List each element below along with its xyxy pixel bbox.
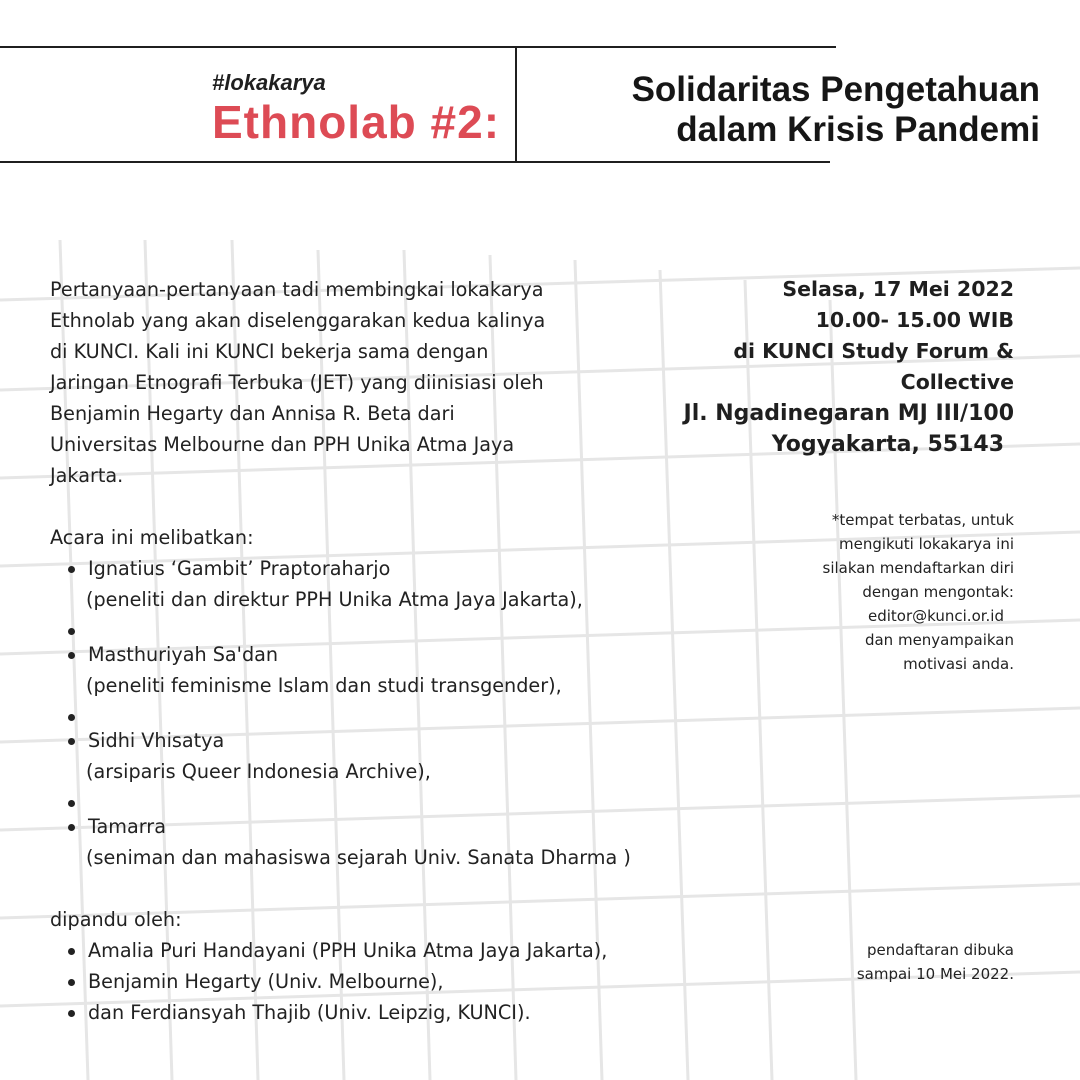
speakers-list [50,553,630,873]
event-date: Selasa, 17 Mei 2022 [782,277,1014,301]
title-line: dalam Krisis Pandemi [676,110,1040,149]
speaker-name: Masthuriyah Sa'dan [88,643,279,666]
body-text [50,274,630,1028]
event-venue: Collective [900,370,1014,394]
speaker-role: (seniman dan mahasiswa sejarah Univ. Sanata Dharma ) [86,846,631,869]
speaker-item [50,553,630,615]
event-venue: di KUNCI Study Forum & [733,339,1014,363]
note-line: mengikuti lokakarya ini [838,535,1014,553]
speaker-role: (arsiparis Queer Indonesia Archive), [86,760,431,783]
moderators-heading: dipandu oleh: [50,908,182,931]
header-bottom-rule [0,161,830,163]
registration-note [823,508,1014,676]
intro-line: Ethnolab yang akan diselenggarakan kedua kalinya [50,309,546,332]
intro-line: Pertanyaan-pertanyaan tadi membingkai lokakarya [50,278,544,301]
title-line: Solidaritas Pengetahuan [631,70,1040,109]
deadline-line: sampai 10 Mei 2022. [856,965,1014,983]
speaker-item [50,639,630,701]
speaker-name: Tamarra [88,815,166,838]
moderator-item: dan Ferdiansyah Thajib (Univ. Leipzig, KUNCI). [50,997,630,1028]
event-city: Yogyakarta, 55143 [771,432,1004,457]
event-time: 10.00- 15.00 WIB [815,308,1014,332]
hashtag-label: #lokakarya [212,70,326,95]
intro-line: Jakarta. [50,464,124,487]
speaker-role: (peneliti dan direktur PPH Unika Atma Jaya Jakarta), [86,588,583,611]
intro-line: Universitas Melbourne dan PPH Unika Atma Jaya [50,433,515,456]
moderator-item: Benjamin Hegarty (Univ. Melbourne), [50,966,630,997]
note-line: *tempat terbatas, untuk [831,511,1014,529]
intro-line: di KUNCI. Kali ini KUNCI bekerja sama dengan [50,340,489,363]
registration-deadline [857,938,1014,986]
header-top-rule [0,46,836,48]
note-line: dengan mengontak: [862,583,1014,601]
note-line: motivasi anda. [903,655,1014,673]
header-divider [515,47,517,161]
moderators-list [50,935,630,1028]
event-address: Jl. Ngadinegaran MJ III/100 [683,401,1014,426]
speaker-item [50,811,630,873]
intro-line: Benjamin Hegarty dan Annisa R. Beta dari [50,402,455,425]
deadline-line: pendaftaran dibuka [866,941,1014,959]
contact-email: editor@kunci.or.id [868,607,1004,625]
intro-paragraph [50,274,630,491]
speaker-name: Sidhi Vhisatya [88,729,225,752]
page-title [632,70,1040,150]
speaker-role: (peneliti feminisme Islam dan studi transgender), [86,674,562,697]
event-name: Ethnolab #2: [212,96,501,148]
moderator-item: Amalia Puri Handayani (PPH Unika Atma Jaya Jakarta), [50,935,630,966]
speakers-heading: Acara ini melibatkan: [50,526,254,549]
event-details [684,274,1014,460]
note-line: silakan mendaftarkan diri [822,559,1014,577]
intro-line: Jaringan Etnografi Terbuka (JET) yang diinisiasi oleh [50,371,544,394]
note-line: dan menyampaikan [864,631,1014,649]
speaker-name: Ignatius ‘Gambit’ Praptoraharjo [88,557,391,580]
speaker-item [50,725,630,787]
